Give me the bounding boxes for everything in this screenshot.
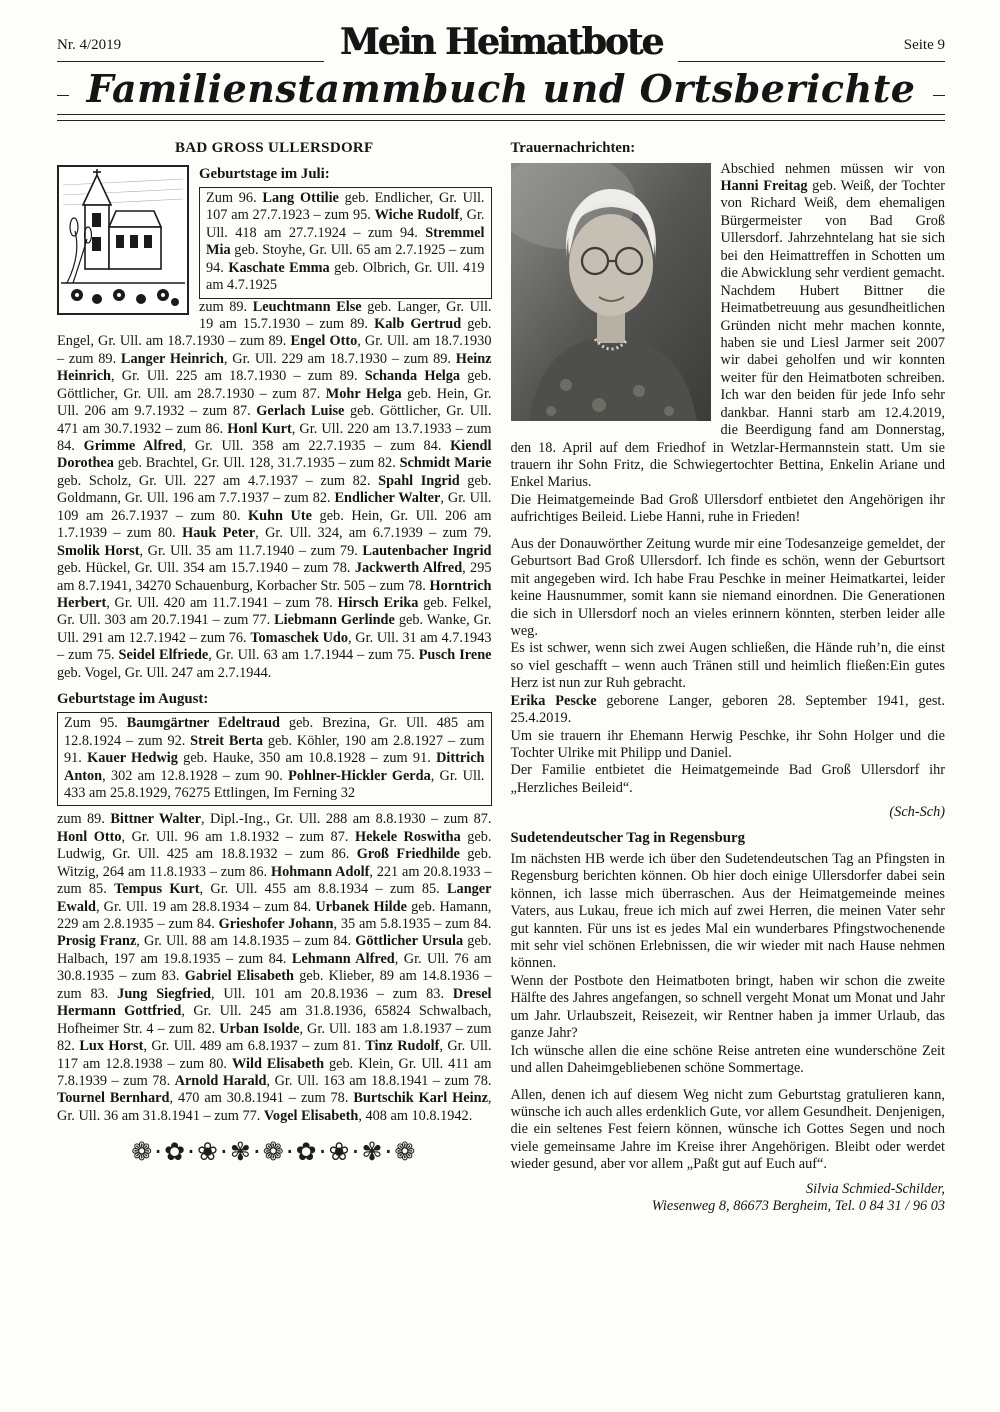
- obituaries-heading: Trauernachrichten:: [510, 139, 636, 156]
- masthead-title: Mein Heimatbote: [339, 21, 663, 63]
- church-illustration-svg: [57, 165, 189, 315]
- page-number: Seite 9: [678, 37, 945, 62]
- obituary-erika-pescke: Erika Pescke geborene Langer, geboren 28. September 1941, gest. 25.4.2019.: [510, 692, 945, 727]
- page-script-title: Familienstammbuch und Ortsberichte: [86, 66, 916, 111]
- author-initials: (Sch-Sch): [889, 804, 945, 821]
- mourners-erika: Um sie trauern ihr Ehemann Herwig Peschke, ihr Sohn Holger und die Tochter Ulrike mit Philipp und Daniel.: [510, 727, 945, 762]
- condolence-erika: Der Familie entbietet die Heimatgemeinde Bad Groß Ullersdorf ihr „Herzliches Beileid“.: [510, 762, 945, 796]
- august-heading: Geburtstage im August:: [57, 691, 209, 708]
- place-heading: BAD GROSS ULLERSDORF: [174, 139, 374, 156]
- postbote-paragraph: Wenn der Postbote den Heimatboten bringt, haben wir schon die zweite Hälfte des Jahres angefangen, so schnell vergeht Monat um Monat und Jahr um Jahr. Urlaubszeit, Reisezeit, wir Rentner haben ja immer Urlaub, das ganze Jahr?: [510, 972, 945, 1042]
- church-woodcut-image: [57, 165, 189, 315]
- august-birthday-list: zum 89. Bittner Walter, Dipl.-Ing., Gr. Ull. 288 am 8.8.1930 – zum 87. Honl Otto, Gr. Ull. 96 am 1.8.1932 – zum 87. Hekele Roswitha geb. Ludwig, Gr. Ull. 425 am 18.8.1932 – zum 86. Groß Friedhilde geb. Witzig, 264 am 11.8.1933 – zum 86. Hohmann Adolf, 221 am 20.8.1933 – zum 85. Tempus Kurt, Gr. Ull. 455 am 8.8.1934 – zum 85. Langer Ewald, Gr. Ull. 19 am 28.8.1934 – zum 84. Urbanek Hilde geb. Hamann, 229 am 2.8.1935 – zum 84. Grieshofer Johann, 35 am 5.8.1935 – zum 84. Prosig Franz, Gr. Ull. 88 am 14.8.1935 – zum 84. Göttlicher Ursula geb. Halbach, 197 am 19.8.1935 – zum 84. Lehmann Alfred, Gr. Ull. 76 am 30.8.1935 – zum 83. Gabriel Elisabeth geb. Klieber, 89 am 14.8.1936 – zum 83. Jung Siegfried, Ull. 101 am 20.8.1936 – zum 83. Dresel Hermann Gottfried, Gr. Ull. 245 am 31.8.1936, 65824 Schwalbach, Hofheimer Str. 4 – zum 82. Urban Isolde, Gr. Ull. 183 am 1.8.1937 – zum 82. Lux Horst, Gr. Ull. 489 am 6.8.1937 – zum 81. Tinz Rudolf, Gr. Ull. 117 am 12.8.1938 – zum 80. Wild Elisabeth geb. Klein, Gr. Ull. 411 am 7.8.1939 – zum 78. Arnold Harald, Gr. Ull. 163 am 18.8.1941 – zum 78. Tournel Bernhard, 470 am 30.8.1941 – zum 78. Burtschik Karl Heinz, Gr. Ull. 36 am 31.8.1941 – zum 77. Vogel Elisabeth, 408 am 10.8.1942.: [57, 811, 492, 1124]
- obituary-note: Aus der Donauwörther Zeitung wurde mir eine Todesanzeige gemeldet, der Geburtsort Bad Groß Ullersdorf. Ich finde es schön, wenn der Geburtsort mit angegeben wird. Ich habe Frau Peschke in meiner Heimatkartei, leider keine Hausnummer, somit kann sie niemand einordnen. Die Generationen die sich in Ullersdorf noch an vieles erinnern könnten, sterben leider alle weg.: [510, 535, 945, 639]
- issue-number: Nr. 4/2019: [57, 37, 324, 62]
- page-header: [57, 21, 945, 63]
- portrait-photo-svg: [511, 163, 711, 421]
- hanni-freitag-photo: [511, 163, 711, 421]
- july-heading: Geburtstage im Juli:: [199, 165, 330, 182]
- title-rule-left: [57, 68, 69, 96]
- left-column: [57, 139, 492, 1216]
- condolence-hanni: Die Heimatgemeinde Bad Groß Ullersdorf entbietet den Angehörigen ihr aufrichtiges Beileid. Liebe Hanni, ruhe in Frieden!: [510, 491, 945, 526]
- travel-wishes-paragraph: Ich wünsche allen die eine schöne Reise antreten eine wunderschöne Zeit und allen Daheimgebliebenen schöne Sommertage.: [510, 1042, 945, 1077]
- sudeten-paragraph: Im nächsten HB werde ich über den Sudetendeutschen Tag an Pfingsten in Regensburg berichten können. Ob hier doch einige Ullersdorfer dabei sein können, ich lasse mich überraschen. Aus der Heimatgemeinde meines Vaters, aus Lukau, freue ich mich auf zwei Herren, die meinen Vater sehr gut kannten. Für uns ist es jedes Mal ein wunderbares Pfingstwochenende mit sehr viel schönen Erlebnissen, die wir wieder mit nach Hause nehmen können.: [510, 850, 945, 972]
- content-columns: [57, 139, 945, 1216]
- title-underline-rule: [57, 114, 945, 121]
- title-rule-right: [933, 68, 945, 96]
- signature-address: Wiesenweg 8, 86673 Bergheim, Tel. 0 84 31 / 96 03: [651, 1198, 945, 1215]
- section-title-row: [57, 68, 945, 111]
- flower-ornament: ❁·✿·❀·✾·❁·✿·❀·✾·❁: [131, 1137, 418, 1167]
- sudeten-heading: Sudetendeutscher Tag in Regensburg: [510, 829, 745, 846]
- memorial-verse: Es ist schwer, wenn sich zwei Augen schließen, die Hände ruh’n, die einst so viel geschafft – wenn auch Tränen still und heimlich fließen:Ein gutes Herz ist nun zur Ruh gebracht.: [510, 640, 945, 692]
- birthday-wishes-paragraph: Allen, denen ich auf diesem Weg nicht zum Geburtstag gratulieren kann, wünsche ich auch alles erdenklich Gute, vor allem Gesundheit. Denjenigen, die ein seltenes Fest feiern können, wünsche ich Gottes Segen und noch viele gemeinsame Jahre im Kreise ihrer Angehörigen. Bleibt oder werdet wieder gesund, aber vor allem „Paßt gut auf Euch auf“.: [510, 1086, 945, 1173]
- august-birthday-box: Zum 95. Baumgärtner Edeltraud geb. Brezina, Gr. Ull. 485 am 12.8.1924 – zum 92. Streit Berta geb. Köhler, 190 am 2.8.1927 – zum 91. Kauer Hedwig geb. Hauke, 350 am 10.8.1928 – zum 91. Dittrich Anton, 302 am 12.8.1928 – zum 90. Pohlner-Hickler Gerda, Gr. Ull. 433 am 25.8.1929, 76275 Ettlingen, Im Ferning 32: [57, 712, 492, 806]
- right-column: [511, 139, 946, 1216]
- july-birthday-box: Zum 96. Lang Ottilie geb. Endlicher, Gr. Ull. 107 am 27.7.1923 – zum 95. Wiche Rudolf, Gr. Ull. 418 am 27.7.1924 – zum 94. Stremmel Mia geb. Stoyhe, Gr. Ull. 65 am 2.7.1925 – zum 94. Kaschate Emma geb. Olbrich, Gr. Ull. 419 am 4.7.1925: [199, 187, 492, 299]
- obituary-hanni-freitag: Abschied nehmen müssen wir von Hanni Freitag geb. Weiß, der Tochter von Richard Weiß, dem ehemaligen Bürgermeister von Bad Groß Ullersdorf. Jahrzehntelang hat sie sich bei den Heimattreffen in Schotten um die Abwicklung sehr verdient gemacht. Nachdem Hubert Bittner die Heimatbetreuung aus gesundheitlichen Gründen nicht mehr machen konnte, haben sie und Liesl Jarmer seit 2007 wir dabei geholfen und wir konnten weiter für den Heimatboten schreiben. Ich war den beiden für jede Info sehr dankbar. Hanni starb am 12.4.2019, die Beerdigung fand am Donnerstag, den 18. April auf dem Friedhof in Wetzlar-Hermannstein statt. Um sie trauern ihr Sohn Fritz, die Schwiegertochter Bettina, Enkelin Ariane und Enkel Marius.: [510, 160, 945, 491]
- july-birthday-list: zum 89. Leuchtmann Else geb. Langer, Gr. Ull. 19 am 15.7.1930 – zum 89. Kalb Gertrud geb. Engel, Gr. Ull. am 18.7.1930 – zum 89. Engel Otto, Gr. Ull. am 18.7.1930 – zum 89. Langer Heinrich, Gr. Ull. 229 am 18.7.1930 – zum 89. Heinz Heinrich, Gr. Ull. 225 am 18.7.1930 – zum 89. Schanda Helga geb. Göttlicher, Gr. Ull. am 28.7.1930 – zum 87. Mohr Helga geb. Hein, Gr. Ull. 206 am 9.7.1932 – zum 87. Gerlach Luise geb. Göttlicher, Gr. Ull. 471 am 30.7.1932 – zum 86. Honl Kurt, Gr. Ull. 220 am 13.7.1933 – zum 84. Grimme Alfred, Gr. Ull. 358 am 22.7.1935 – zum 84. Kiendl Dorothea geb. Brachtel, Gr. Ull. 128, 31.7.1935 – zum 82. Schmidt Marie geb. Scholz, Gr. Ull. 227 am 4.7.1937 – zum 82. Spahl Ingrid geb. Goldmann, Gr. Ull. 196 am 7.7.1937 – zum 82. Endlicher Walter, Gr. Ull. 109 am 26.7.1937 – zum 80. Kuhn Ute geb. Hein, Gr. Ull. 206 am 1.7.1939 – zum 80. Hauk Peter, Gr. Ull. 324, am 6.7.1939 – zum 79. Smolik Horst, Gr. Ull. 35 am 11.7.1940 – zum 79. Lautenbacher Ingrid geb. Hückel, Gr. Ull. 354 am 15.7.1940 – zum 78. Jackwerth Alfred, 295 am 8.7.1941, 34270 Schauenburg, Korbacher Str. 505 – zum 78. Horntrich Herbert, Gr. Ull. 420 am 11.7.1941 – zum 78. Hirsch Erika geb. Felkel, Gr. Ull. 303 am 20.7.1941 – zum 77. Liebmann Gerlinde geb. Wanke, Gr. Ull. 291 am 12.7.1942 – zum 76. Tomaschek Udo, Gr. Ull. 31 am 4.7.1943 – zum 75. Seidel Elfriede, Gr. Ull. 63 am 1.7.1944 – zum 75. Pusch Irene geb. Vogel, Gr. Ull. 247 am 2.7.1944.: [57, 298, 492, 681]
- signature-name: Silvia Schmied-Schilder,: [806, 1180, 945, 1197]
